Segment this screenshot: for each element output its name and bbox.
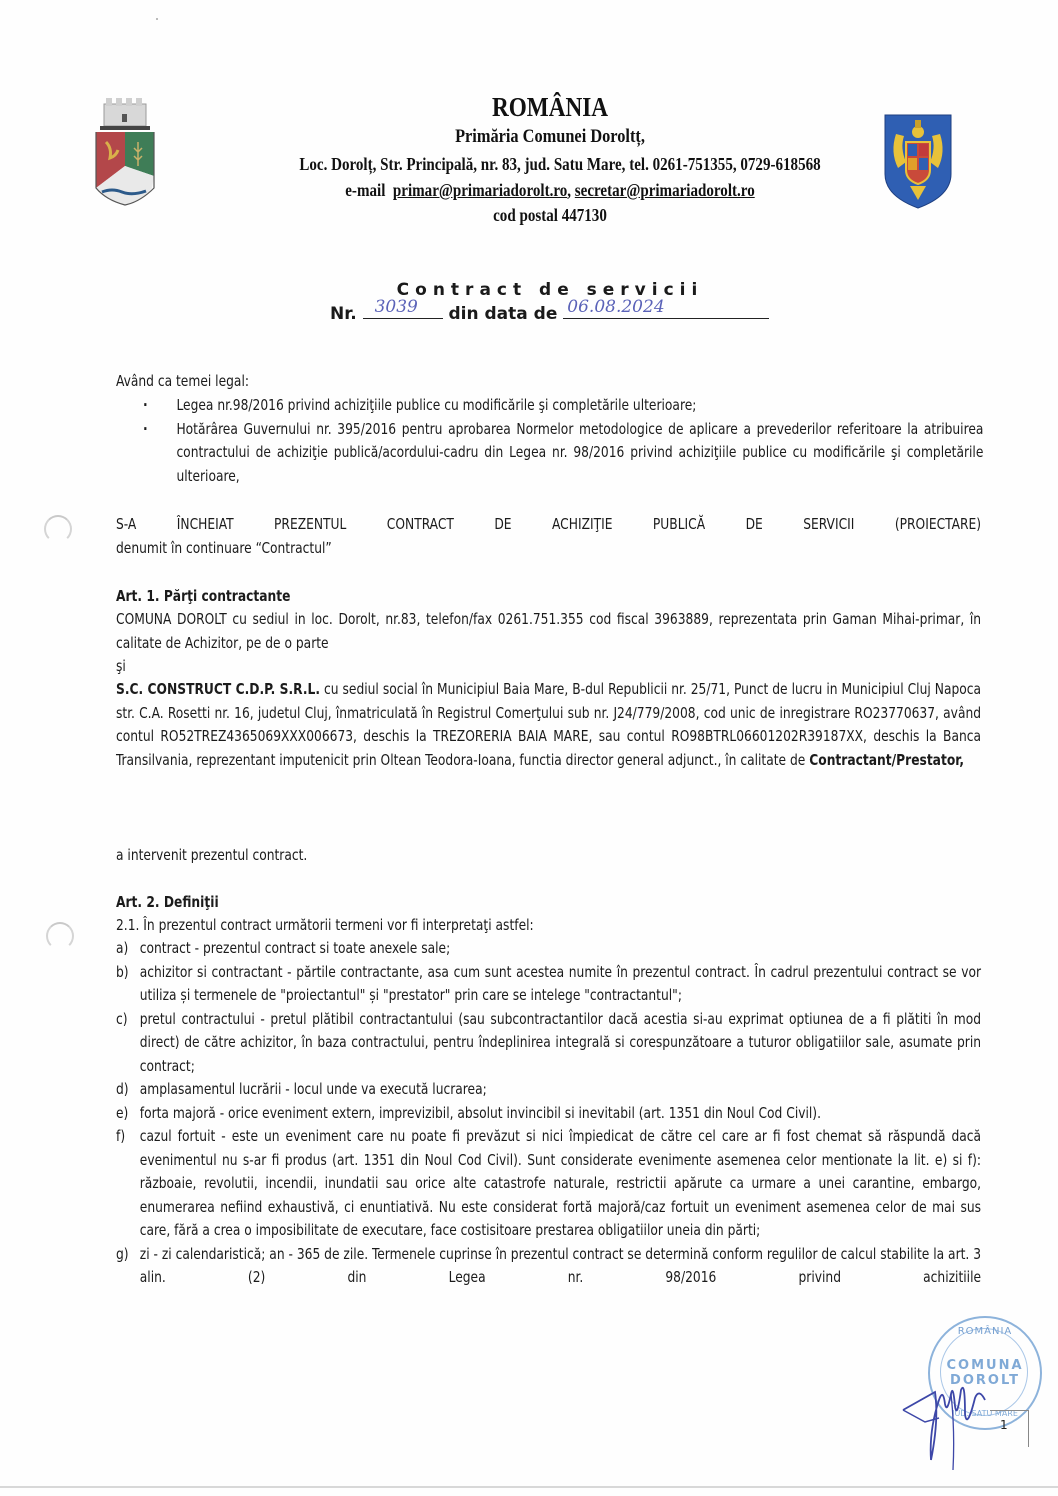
legal-basis-list (143, 394, 983, 488)
stamp-top-text: ROMÂNIA (957, 1326, 1013, 1337)
definition-item (116, 1125, 981, 1243)
definition-item (116, 937, 981, 961)
signature-icon (895, 1370, 1005, 1480)
definition-letter: e) (116, 1103, 129, 1122)
legal-basis-item: · Hotărârea Guvernului nr. 395/2016 pentru aprobarea Normelor metodologice de aplicare a prevederilor referitoare la atribuirea contractului de achiziţie publică/acordului-cadru din Legea nr. 98/2016 privind achiziţiile publice cu modificările şi completările ulterioare, (143, 418, 983, 489)
date-field (563, 297, 769, 319)
art2-definitions (116, 937, 981, 1290)
date-label: din data de (448, 304, 558, 324)
definition-text: cazul fortuit - este un eveniment care nu poate fi prevăzut si nici împiedicat de către cel care ar fi fost chemat să răspundă dacă evenimentul nu s-ar fi produs (art. 1351 din Noul Cod Civil). Sunt considerate evenimente asemenea celor mentionate la lit. e) si f): războaie, revolutii, incendii, inundatii sau orice alte catastrofe naturale, restrictii apărute ca urmare a unei carantine, embargo, enumerarea nefiind exhaustivă, ci enuntiativă. Nu este considerat fortă majoră/caz fortuit un eveniment asemenea celor de mai sus care, fără a crea o imposibilitate de executare, face costisitoare prestarea obligatiilor uneia din părti; (139, 1127, 982, 1239)
art1-heading: Art. 1. Părţi contractante (116, 587, 291, 605)
prestator-role: Contractant/Prestator, (809, 750, 964, 769)
number-value: 3039 (374, 297, 418, 317)
definition-letter: f) (116, 1127, 126, 1145)
punch-hole (44, 515, 72, 543)
art2-heading: Art. 2. Definiţii (116, 893, 219, 911)
definition-item (116, 1102, 981, 1126)
definition-text: pretul contractului - pretul plătibil contractantului (sau subcontractantilor dacă acestia si-au exprimat optiunea de a fi plătiti în mod direct) de către achizitor, în baza contractului, pentru îndeplinirea integrală si corespunzătoare a tuturor obligatiilor sale, asumate prin contract; (139, 1009, 982, 1075)
definition-item (116, 1078, 981, 1102)
art1-and: şi (116, 657, 126, 675)
header-address: Loc. Dorolț, Str. Principală, nr. 83, jud. Satu Mare, tel. 0261-751355, 0729-618568 (299, 154, 821, 174)
header-office: Primăria Comunei Doroltț, (455, 126, 645, 147)
dorolt-coat-of-arms-icon (92, 96, 158, 206)
scan-bottom-edge (0, 1486, 1058, 1488)
date-value: 06.08.2024 (567, 297, 665, 317)
definition-text: forta majoră - orice eveniment extern, imprevizibil, absolut invincibil si inevitabil (art. 1351 din Noul Cod Civil). (139, 1103, 821, 1122)
header-country: ROMÂNIA (491, 92, 609, 122)
email-separator: , (567, 180, 575, 200)
contract-title: Contract de servicii (396, 280, 704, 300)
stamp-bottom-text: JUD. SATU MARE (952, 1409, 1018, 1418)
email-primary-link[interactable]: primar@primariadorolt.ro (392, 180, 568, 200)
definition-letter: c) (116, 1009, 128, 1028)
punch-hole (46, 922, 74, 950)
email-secondary-link[interactable]: secretar@primariadorolt.ro (574, 180, 755, 200)
prestator-details: cu sediul social în Municipiul Baia Mare, B-dul Republicii nr. 25/71, Punct de lucru in Municipiul Cluj Napoca str. C.A. Rosetti nr. 16, judetul Cluj, înmatriculată în Registrul Comerţului sub nr. J24/779/2008, cod unic de inregistrare RO23770637, având contul RO52TREZ4365069XXX006673, deschis la TREZORERIA BAIA MARE, sau contul RO98BTRL06601202R39187XX, deschis la Banca Transilvania, reprezentant imputenicit prin Oltean Teodora-Ioana, functia director general adjunct., în calitate de (116, 680, 982, 769)
definition-text: amplasamentul lucrării - locul unde va execută lucrarea; (139, 1080, 487, 1098)
art1-party-prestator (116, 678, 981, 772)
definition-item (116, 961, 981, 1008)
stamp-middle-line-2: DOROLT (950, 1373, 1020, 1388)
page-number-box (990, 1410, 1029, 1447)
email-label: e-mail (345, 180, 386, 200)
header-postal-code: cod postal 447130 (493, 205, 607, 225)
number-field (363, 297, 443, 319)
legal-basis-intro: Având ca temei legal: (116, 372, 250, 390)
conclusion-line-2: denumit în continuare “Contractul” (116, 539, 332, 557)
stamp-middle-line-1: COMUNA (946, 1358, 1024, 1373)
page-number: 1 (1000, 1418, 1008, 1432)
scan-speck (156, 18, 158, 20)
contract-number-line (330, 297, 769, 324)
number-label: Nr. (330, 304, 357, 324)
definition-letter: a) (116, 939, 129, 957)
definition-letter: d) (116, 1080, 129, 1098)
definition-text: achizitor si contractant - părtile contractante, asa cum sunt acestea numite în prezentul contract. În cadrul prezentului contract se vor utiliza și termenele de "proiectantul" și "prestator" prin care se intelege "contractantul"; (139, 962, 982, 1004)
art2-intro: 2.1. În prezentul contract următorii termeni vor fi interpretaţi astfel: (116, 916, 534, 934)
header-email-line (206, 180, 894, 201)
definition-text: zi - zi calendaristică; an - 365 de zile. Termenele cuprinse în prezentul contract se determină conform regulilor de calcul stabilite la art. 3 alin. (2) din Legea nr. 98/2016 privind achizitiile (139, 1244, 982, 1286)
art1-closing: a intervenit prezentul contract. (116, 846, 308, 864)
prestator-name: S.C. CONSTRUCT C.D.P. S.R.L. (116, 680, 320, 698)
legal-basis-item: · Legea nr.98/2016 privind achiziţiile publice cu modificările şi completările ulterioare; (143, 394, 983, 418)
definition-text: contract - prezentul contract si toate anexele sale; (139, 939, 451, 957)
definition-letter: g) (116, 1244, 129, 1263)
definition-letter: b) (116, 962, 129, 981)
definition-item (116, 1243, 981, 1290)
definition-item (116, 1008, 981, 1079)
conclusion-line-1: S-A ÎNCHEIAT PREZENTUL CONTRACT DE ACHIZIŢIE PUBLICĂ DE SERVICII (PROIECTARE) (116, 515, 982, 533)
art1-party-achizitor: COMUNA DOROLT cu sediul in loc. Dorolt, nr.83, telefon/fax 0261.751.355 cod fiscal 3963889, reprezentata prin Gaman Mihai-primar, în calitate de Achizitor, pe de o parte (116, 610, 982, 652)
